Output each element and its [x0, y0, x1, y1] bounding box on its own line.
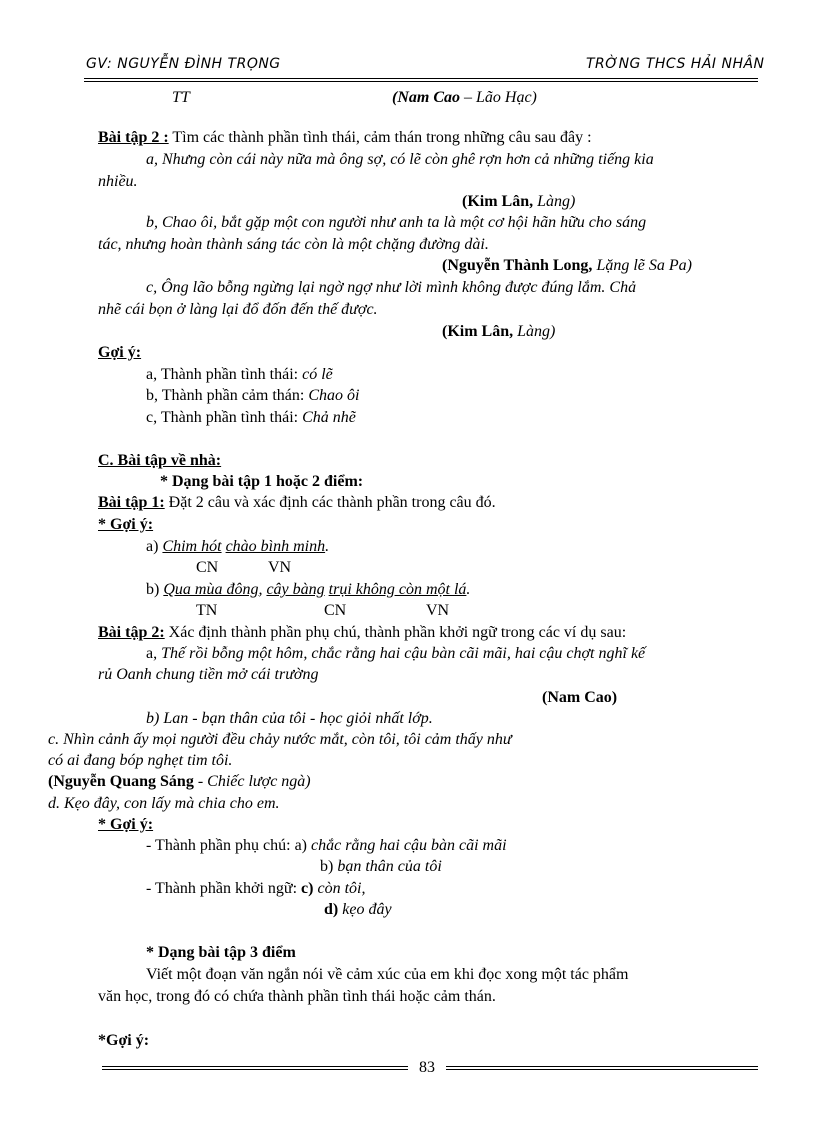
ex2-a-source-author: (Kim Lân, — [462, 193, 534, 210]
hint-appositive-a — [146, 836, 507, 856]
example-c-source — [48, 772, 311, 792]
home-ex2-label: Bài tập 2: — [98, 624, 165, 641]
ex2-b-line2: tác, nhưng hoàn thành sáng tác còn là một chặng đường dài. — [98, 236, 489, 253]
footer-rule-right — [446, 1066, 758, 1067]
hint-topic-c-value: còn tôi, — [313, 880, 366, 897]
footer-rule-right-2 — [446, 1069, 758, 1070]
hint-topic-label: - Thành phần khởi ngữ: — [146, 880, 302, 897]
header-teacher: GV: NGUYỄN ĐÌNH TRỌNG — [86, 56, 281, 72]
sentence-a — [146, 537, 329, 557]
ex2-hint-c — [146, 408, 356, 428]
sentence-b-predicate: trụi không còn một lá — [328, 581, 467, 598]
sentence-a-prefix: a) — [146, 538, 163, 555]
ex2-b-source — [442, 256, 692, 276]
sentence-b-subject: cây bàng — [266, 581, 325, 598]
sentence-a-subject: Chim hót — [162, 538, 222, 555]
example-a-source: (Nam Cao) — [542, 689, 618, 706]
home-ex2 — [98, 623, 626, 643]
example-a-prefix: a, — [146, 645, 162, 662]
ex2-hint-b-value: Chao ôi — [308, 387, 360, 404]
footer-rule-left-2 — [102, 1069, 408, 1070]
ex2-a-line1: a, Nhưng còn cái này nữa mà ông sợ, có lẽ còn ghê rợn hơn cả những tiếng kia — [146, 151, 654, 168]
sentence-b-prefix: b) — [146, 581, 164, 598]
hint-topic-d-marker: d) — [324, 901, 339, 918]
ex2-hint-a-value: có lẽ — [302, 366, 333, 383]
sentence-a-tag-vn: VN — [268, 559, 292, 576]
home-ex2-hint-label: * Gợi ý: — [98, 816, 154, 833]
ex2-hint-b-label: b, Thành phần cảm thán: — [146, 387, 309, 404]
footer-rule-left — [102, 1066, 408, 1067]
section-c-title: C. Bài tập về nhà: — [98, 452, 222, 469]
header-rule-2 — [84, 81, 758, 82]
top-source-author: (Nam Cao — [392, 89, 460, 106]
top-left-text: TT — [172, 89, 190, 106]
sentence-b — [146, 580, 470, 600]
hint-appositive-b-value: bạn thân của tôi — [333, 858, 442, 875]
home-ex1 — [98, 493, 496, 513]
ex2-a-source — [462, 192, 575, 212]
hint-appositive-label: - Thành phần phụ chú: — [146, 837, 295, 854]
example-c-source-work: - Chiếc lược ngà) — [193, 773, 311, 790]
hint-topic-c — [146, 879, 365, 899]
type-3-heading: * Dạng bài tập 3 điểm — [146, 944, 296, 961]
top-source-work: – Lão Hạc) — [460, 89, 537, 106]
task-line2: văn học, trong đó có chứa thành phần tình thái hoặc cảm thán. — [98, 988, 496, 1005]
ex2-hint-a-label: a, Thành phần tình thái: — [146, 366, 303, 383]
sentence-b-end: . — [466, 581, 471, 598]
ex2-a-source-work: Làng) — [533, 193, 576, 210]
hint-topic-d-value: kẹo đây — [338, 901, 392, 918]
ex2-hint-label: Gợi ý: — [98, 344, 142, 361]
ex2-a-line2: nhiều. — [98, 173, 138, 190]
ex2-hint-c-value: Chả nhẽ — [302, 409, 356, 426]
ex2-b-line1: b, Chao ôi, bắt gặp một con người như anh ta là một cơ hội hãn hữu cho sáng — [146, 214, 647, 231]
ex2-hint-b — [146, 386, 359, 406]
hint-appositive-b-marker: b) — [320, 858, 334, 875]
home-ex2-text: Xác định thành phần phụ chú, thành phần khởi ngữ trong các ví dụ sau: — [164, 624, 627, 641]
example-a-text: Thế rồi bỗng một hôm, chắc rằng hai cậu bàn cãi mãi, hai cậu chợt nghĩ kế — [161, 645, 646, 662]
example-d: d. Kẹo đây, con lấy mà chia cho em. — [48, 795, 280, 812]
example-a-line2: rủ Oanh chung tiền mở cái trường — [98, 666, 319, 683]
ex2-c-line2: nhẽ cái bọn ở làng lại đổ đốn đến thế được. — [98, 301, 378, 318]
ex2-c-source — [442, 322, 555, 342]
sentence-a-tag-cn: CN — [196, 559, 219, 576]
example-a-line1 — [146, 644, 645, 664]
page-number: 83 — [419, 1059, 435, 1076]
type-1-2-heading: * Dạng bài tập 1 hoặc 2 điểm: — [160, 473, 364, 490]
task-line1: Viết một đoạn văn ngắn nói về cảm xúc của em khi đọc xong một tác phẩm — [146, 966, 629, 983]
header-rule — [84, 78, 758, 79]
sentence-b-comma: , — [258, 581, 267, 598]
ex2-prompt: Tìm các thành phần tình thái, cảm thán trong những câu sau đây : — [168, 129, 592, 146]
ex2-label: Bài tập 2 : — [98, 129, 169, 146]
home-ex1-label: Bài tập 1: — [98, 494, 165, 511]
sentence-b-tag-cn: CN — [324, 602, 347, 619]
hint-topic-d — [324, 900, 392, 920]
sentence-b-tag-vn: VN — [426, 602, 450, 619]
ex2-b-source-work: Lặng lẽ Sa Pa) — [592, 257, 692, 274]
sentence-a-end: . — [325, 538, 330, 555]
ex2-hint-c-label: c, Thành phần tình thái: — [146, 409, 303, 426]
ex2-b-source-author: (Nguyễn Thành Long, — [442, 257, 593, 274]
type-3-hint-label: *Gợi ý: — [98, 1032, 150, 1049]
hint-appositive-b — [320, 857, 442, 877]
ex2-c-source-work: Làng) — [513, 323, 556, 340]
ex2-hint-a — [146, 365, 333, 385]
header-school: TRỜNG THCS HẢI NHÂN — [586, 56, 765, 72]
ex2-c-line1: c, Ông lão bỗng ngừng lại ngờ ngợ như lời mình không được đúng lắm. Chả — [146, 279, 637, 296]
home-ex1-hint-label: * Gợi ý: — [98, 516, 154, 533]
hint-appositive-a-value: chắc rằng hai cậu bàn cãi mãi — [307, 837, 507, 854]
example-b: b) Lan - bạn thân của tôi - học giỏi nhất lớp. — [146, 710, 433, 727]
sentence-b-tag-tn: TN — [196, 602, 218, 619]
ex2-c-source-author: (Kim Lân, — [442, 323, 514, 340]
sentence-a-predicate: chào bình minh — [225, 538, 326, 555]
hint-topic-c-marker: c) — [301, 880, 314, 897]
home-ex1-text: Đặt 2 câu và xác định các thành phần trong câu đó. — [164, 494, 496, 511]
example-c-source-author: (Nguyễn Quang Sáng — [48, 773, 194, 790]
sentence-b-adverbial: Qua mùa đông — [163, 581, 259, 598]
example-c-line2: có ai đang bóp nghẹt tim tôi. — [48, 752, 233, 769]
example-c-line1: c. Nhìn cảnh ấy mọi người đều chảy nước mắt, còn tôi, tôi cảm thấy như — [48, 731, 512, 748]
ex2-heading — [98, 128, 592, 148]
top-source — [392, 88, 537, 108]
hint-appositive-a-marker: a) — [294, 837, 307, 854]
